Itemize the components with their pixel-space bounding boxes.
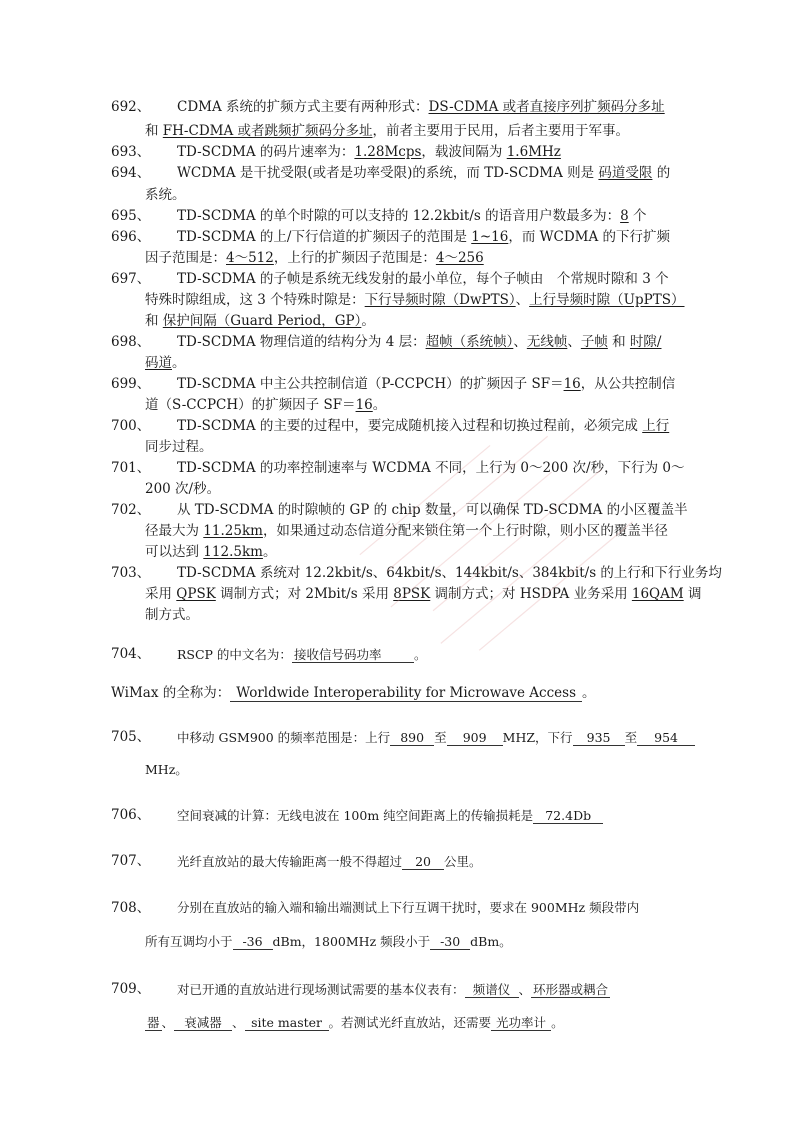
question-697-line-3: 和 保护间隔（Guard Period，GP）。 [145, 313, 375, 329]
answer-blank: 时隙/ [629, 334, 662, 350]
question-709-line-1: 对已开通的直放站进行现场测试需要的基本仪表有： 频谱仪 、 环形器或耦合 [177, 982, 609, 997]
question-705-line-2: MHz。 [145, 762, 188, 777]
question-698-line-2: 码道。 [145, 355, 186, 371]
question-702-line-3: 可以达到 112.5km。 [145, 544, 277, 560]
question-692-line-1: CDMA 系统的扩频方式主要有两种形式：DS-CDMA 或者直接序列扩频码分多址 [177, 99, 665, 115]
question-697-line-1: TD-SCDMA 的子帧是系统无线发射的最小单位，每个子帧由 个常规时隙和 3 个 [177, 271, 669, 287]
question-702-line-1: 从 TD-SCDMA 的时隙帧的 GP 的 chip 数量，可以确保 TD-SCDMA 的小区覆盖半 [177, 502, 688, 518]
item-number: 696、 [111, 229, 151, 245]
answer-blank: 20 [402, 855, 444, 870]
answer-blank: 保护间隔（Guard Period，GP） [162, 313, 362, 329]
answer-blank: 子帧 [580, 334, 608, 350]
question-701-line-1: TD-SCDMA 的功率控制速率与 WCDMA 不同，上行为 0～200 次/秒，下行为 0～ [177, 460, 685, 476]
answer-blank: FH-CDMA 或者跳频扩频码分多址 [162, 123, 373, 139]
question-708-line-1: 分别在直放站的输入端和输出端测试上下行互调干扰时，要求在 900MHz 频段带内 [177, 900, 640, 915]
question-708-line-2: 所有互调均小于 -36 dBm，1800MHz 频段小于 -30 dBm。 [145, 934, 512, 949]
question-699-line-2: 道（S-CCPCH）的扩频因子 SF＝16。 [145, 397, 387, 413]
item-number: 709、 [111, 981, 151, 997]
answer-blank: Worldwide Interoperability for Microwave Access [230, 686, 582, 702]
item-number: 705、 [111, 729, 151, 745]
answer-blank: 上行导频时隙（UpPTS） [529, 292, 685, 308]
answer-blank: 8PSK [393, 586, 431, 602]
answer-blank: 4～512 [226, 250, 274, 266]
answer-blank: 环形器或耦合 [533, 982, 609, 997]
item-number: 704、 [111, 646, 151, 662]
answer-blank: 112.5km [203, 544, 263, 560]
question-699-line-1: TD-SCDMA 中主公共控制信道（P-CCPCH）的扩频因子 SF＝16，从公共控制信 [177, 376, 676, 392]
question-696-line-1: TD-SCDMA 的上/下行信道的扩频因子的范围是 1~16，而 WCDMA 的下行扩频 [177, 229, 671, 245]
item-number: 694、 [111, 165, 151, 181]
question-697-line-2: 特殊时隙组成，这 3 个特殊时隙是：下行导频时隙（DwPTS）、上行导频时隙（UpPTS） [145, 292, 685, 308]
answer-blank: 1.28Mcps [354, 144, 422, 160]
question-704: RSCP 的中文名为： 接收信号码功率 。 [177, 647, 427, 662]
item-number: 698、 [111, 334, 151, 350]
question-707: 光纤直放站的最大传输距离一般不得超过 20 公里。 [177, 854, 482, 869]
question-702-line-2: 径最大为 11.25km，如果通过动态信道分配来锁住第一个上行时隙，则小区的覆盖半径 [145, 523, 668, 539]
question-703-line-3: 制方式。 [145, 607, 199, 623]
answer-blank: site master [245, 1016, 329, 1031]
question-703-line-2: 采用 QPSK 调制方式；对 2Mbit/s 采用 8PSK 调制方式；对 HSDPA 业务采用 16QAM 调 [145, 586, 702, 602]
item-number: 692、 [111, 99, 151, 115]
question-701-line-2: 200 次/秒。 [145, 481, 221, 497]
answer-blank: 4～256 [435, 250, 484, 266]
answer-blank: 1~16 [471, 229, 509, 245]
question-705-line-1: 中移动 GSM900 的频率范围是：上行 890 至 909 MHZ，下行 935 至 954 [177, 731, 695, 746]
answer-blank: 上行 [642, 418, 670, 434]
question-694-line-1: WCDMA 是干扰受限(或者是功率受限)的系统，而 TD-SCDMA 则是 码道受限 的 [177, 165, 671, 181]
question-692-line-2: 和 FH-CDMA 或者跳频扩频码分多址，前者主要用于民用，后者主要用于军事。 [145, 123, 630, 139]
question-696-line-2: 因子范围是：4～512，上行的扩频因子范围是：4～256 [145, 250, 484, 266]
answer-blank: 890 [390, 731, 434, 746]
item-number: 708、 [111, 900, 151, 916]
question-706: 空间衰减的计算：无线电波在 100m 纯空间距离上的传输损耗是 72.4Db [177, 809, 603, 824]
answer-blank: 接收信号码功率 [292, 648, 414, 663]
question-694-line-2: 系统。 [145, 187, 186, 203]
item-number: 695、 [111, 208, 151, 224]
answer-blank: 954 [637, 731, 695, 746]
question-693: TD-SCDMA 的码片速率为：1.28Mcps，载波间隔为 1.6MHz [177, 144, 561, 160]
answer-blank: 衰减器 [174, 1016, 232, 1031]
answer-blank: 72.4Db [533, 809, 603, 824]
wimax-question: WiMax 的全称为： Worldwide Interoperability for Microwave Access 。 [111, 685, 596, 701]
item-number: 706、 [111, 807, 151, 823]
question-700-line-2: 同步过程。 [145, 439, 213, 455]
item-number: 697、 [111, 271, 151, 287]
answer-blank: 下行导频时隙（DwPTS） [364, 292, 516, 308]
answer-blank: DS-CDMA 或者直接序列扩频码分多址 [428, 99, 665, 115]
answer-blank: 909 [447, 731, 503, 746]
answer-blank: 11.25km [203, 523, 263, 539]
answer-blank: 光功率计 [491, 1016, 551, 1031]
question-709-line-2: 器 、 衰减器 、 site master 。若测试光纤直放站，还需要 光功率计 。 [147, 1015, 564, 1030]
question-700-line-1: TD-SCDMA 的主要的过程中，要完成随机接入过程和切换过程前，必须完成 上行 [177, 418, 670, 434]
item-number: 699、 [111, 376, 151, 392]
answer-blank: 器 [147, 1015, 160, 1030]
item-number: 701、 [111, 460, 151, 476]
item-number: 707、 [111, 853, 151, 869]
answer-blank: 无线帧 [526, 334, 568, 350]
answer-blank: QPSK [176, 586, 216, 602]
answer-blank: 16 [563, 376, 581, 392]
answer-blank: 超帧（系统帧） [425, 334, 514, 350]
answer-blank: 16QAM [631, 586, 684, 602]
item-number: 700、 [111, 418, 151, 434]
answer-blank: 8 [620, 208, 629, 224]
answer-blank: 码道受限 [598, 165, 653, 181]
answer-blank: -30 [430, 935, 470, 950]
answer-blank: 频谱仪 [465, 983, 519, 998]
answer-blank: 935 [573, 731, 625, 746]
item-number: 703、 [111, 565, 151, 581]
question-703-line-1: TD-SCDMA 系统对 12.2kbit/s、64kbit/s、144kbit/s、384kbit/s 的上行和下行业务均 [177, 565, 722, 581]
item-number: 693、 [111, 144, 151, 160]
question-698-line-1: TD-SCDMA 物理信道的结构分为 4 层：超帧（系统帧）、无线帧、子帧 和 时隙/ [177, 334, 662, 350]
answer-blank: 16 [355, 397, 373, 413]
item-number: 702、 [111, 502, 151, 518]
question-695: TD-SCDMA 的单个时隙的可以支持的 12.2kbit/s 的语音用户数最多为：8 个 [177, 208, 647, 224]
answer-blank: 1.6MHz [506, 144, 561, 160]
answer-blank: -36 [233, 935, 273, 950]
answer-blank: 码道 [145, 355, 172, 371]
